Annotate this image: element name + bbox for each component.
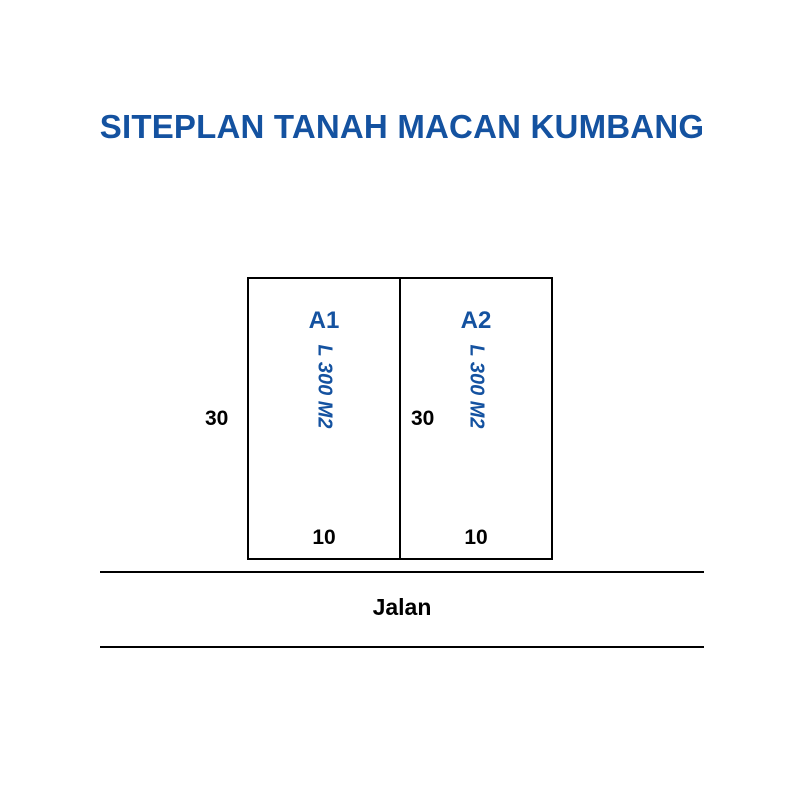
plot-a1[interactable] — [205, 279, 399, 558]
plot-a2-depth: 30 — [411, 406, 435, 430]
plot-a2-label: A2 — [460, 307, 492, 334]
plot-block — [205, 277, 553, 560]
road-edge-top — [100, 571, 704, 573]
plot-a1-area — [249, 344, 399, 429]
plot-a1-area-text: L 300 M2 — [313, 344, 336, 429]
plot-a2-width: 10 — [464, 526, 488, 549]
road-edge-bottom — [100, 646, 704, 648]
plot-a1-label: A1 — [308, 307, 340, 334]
plot-a2-area-text: L 300 M2 — [465, 344, 488, 429]
plot-a2-area — [401, 344, 551, 429]
plot-a1-width: 10 — [312, 526, 336, 549]
plot-a2[interactable] — [399, 279, 551, 558]
road-label: Jalan — [372, 594, 432, 620]
plot-a1-depth: 30 — [205, 406, 229, 430]
page-title: SITEPLAN TANAH MACAN KUMBANG — [99, 108, 705, 145]
